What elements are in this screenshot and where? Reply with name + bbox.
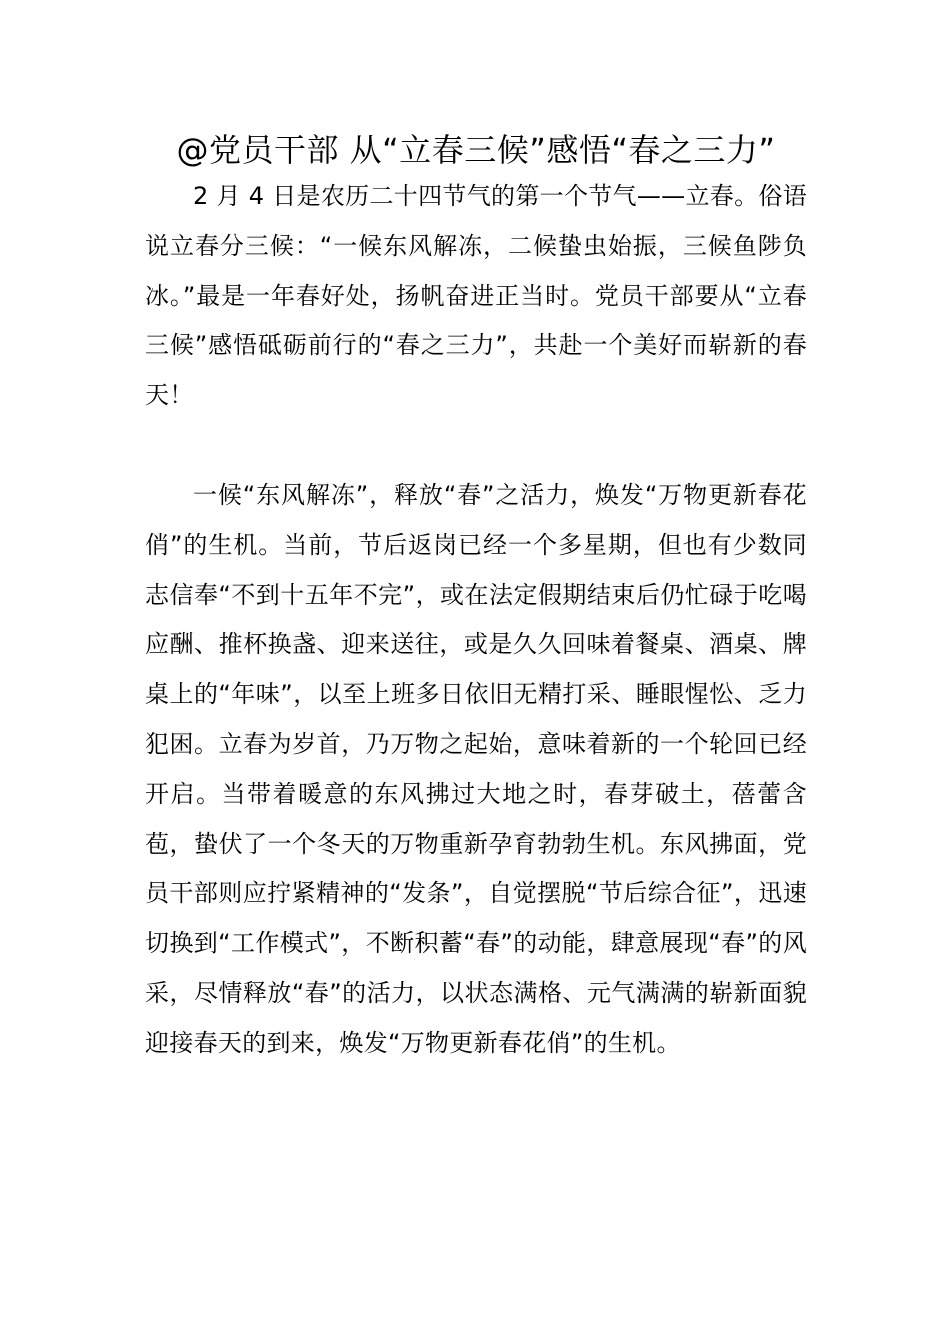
paragraph-first-hou: 一候“东风解冻”，释放“春”之活力，焕发“万物更新春花俏”的生机。当前，节后返岗已经一个多星期，但也有少数同志信奉“不到十五年不完”，或在法定假期结束后仍忙碌于吃喝应酬、推杯换盏、迎来送往，或是久久回味着餐桌、酒桌、牌桌上的“年味”，以至上班多日依旧无精打采、睡眼惺忪、乏力犯困。立春为岁首，乃万物之起始，意味着新的一个轮回已经开启。当带着暖意的东风拂过大地之时，春芽破土，蓓蕾含苞，蛰伏了一个冬天的万物重新孕育勃勃生机。东风拂面，党员干部则应拧紧精神的“发条”，自觉摆脱“节后综合征”，迅速切换到“工作模式”，不断积蓄“春”的动能，肆意展现“春”的风采，尽情释放“春”的活力，以状态满格、元气满满的崭新面貌迎接春天的到来，焕发“万物更新春花俏”的生机。 bbox=[145, 480, 807, 1057]
paragraph-spacer bbox=[145, 421, 807, 471]
paragraph-intro: 2 月 4 日是农历二十四节气的第一个节气——立春。俗语说立春分三候：“一候东风解冻，二候蛰虫始振，三候鱼陟负冰。”最是一年春好处，扬帆奋进正当时。党员干部要从“立春三候”感悟砥砺前行的“春之三力”，共赴一个美好而崭新的春天！ bbox=[145, 182, 807, 410]
document-title: @党员干部 从“立春三候”感悟“春之三力” bbox=[176, 131, 776, 169]
document-page bbox=[145, 128, 807, 1069]
